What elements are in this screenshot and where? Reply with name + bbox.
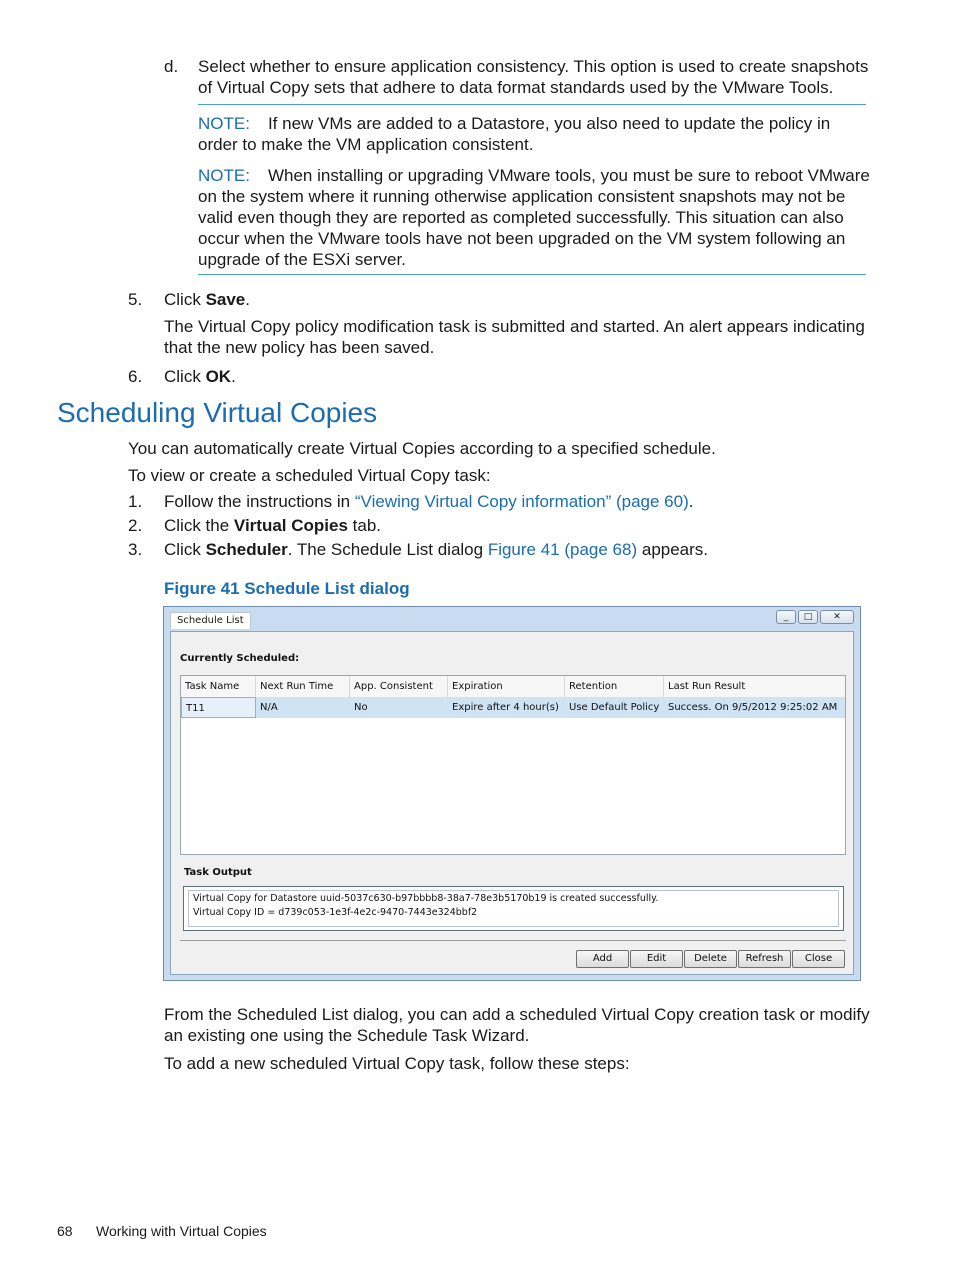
step1-suffix: .	[688, 492, 694, 511]
task-output-text	[188, 890, 839, 927]
figure-caption: Figure 41 Schedule List dialog	[164, 579, 410, 598]
step2-text	[164, 515, 381, 536]
column-header-retention[interactable]: Retention	[565, 676, 664, 697]
virtual-copies-label: Virtual Copies	[233, 516, 348, 535]
step1-text	[164, 491, 693, 512]
section-title: Scheduling Virtual Copies	[57, 397, 378, 428]
schedule-list-dialog	[163, 606, 861, 981]
step5-desc-line1: The Virtual Copy policy modification task is submitted and started. An alert appears indicating	[164, 317, 865, 336]
note2-line4: occur when the VMware tools have not been upgraded on the VM system following an	[198, 229, 846, 248]
step6-suffix: .	[231, 367, 236, 386]
step5-prefix: Click	[164, 290, 206, 309]
close-button[interactable]: Close	[792, 950, 845, 968]
column-header-expiration[interactable]: Expiration	[448, 676, 565, 697]
column-header-last-run-result[interactable]: Last Run Result	[668, 681, 746, 692]
save-label: Save	[205, 290, 246, 309]
step1-marker: 1.	[128, 492, 143, 511]
section-lead: To view or create a scheduled Virtual Copy task:	[128, 466, 491, 485]
section-intro: You can automatically create Virtual Copies according to a specified schedule.	[128, 439, 716, 458]
page-number: 68	[57, 1223, 73, 1239]
column-header-task-name[interactable]: Task Name	[181, 676, 256, 697]
note2-line5: upgrade of the ESXi server.	[198, 250, 406, 269]
step3-text	[164, 539, 708, 560]
edit-button[interactable]: Edit	[630, 950, 683, 968]
cell-task-name: T11	[181, 697, 256, 718]
cell-app-consistent: No	[354, 702, 368, 713]
after-para1-line2: an existing one using the Schedule Task Wizard.	[164, 1026, 530, 1045]
button-separator	[180, 940, 846, 941]
step6-marker: 6.	[128, 367, 143, 386]
close-icon[interactable]: ✕	[820, 610, 854, 624]
step-d-marker: d.	[164, 57, 179, 76]
step2-suffix: tab.	[347, 516, 382, 535]
note2-text: When installing or upgrading VMware tools, you must be sure to reboot VMware	[267, 166, 870, 185]
minimize-icon[interactable]: _	[776, 610, 796, 624]
note2-line3: valid even though they are reported as completed successfully. This situation can also	[198, 208, 844, 227]
currently-scheduled-label: Currently Scheduled:	[180, 653, 300, 664]
note-top-rule	[198, 104, 866, 105]
step1-prefix: Follow the instructions in	[164, 492, 355, 511]
refresh-button[interactable]: Refresh	[738, 950, 791, 968]
step5-desc-line2: that the new policy has been saved.	[164, 338, 435, 357]
note2-label: NOTE:	[198, 166, 250, 185]
table-row[interactable]	[181, 697, 845, 718]
cell-expiration: Expire after 4 hour(s)	[452, 702, 559, 713]
note1-text: If new VMs are added to a Datastore, you also need to update the policy in	[267, 114, 831, 133]
note1-label: NOTE:	[198, 114, 250, 133]
viewing-virtual-copy-link[interactable]: “Viewing Virtual Copy information” (page 60)	[354, 492, 689, 511]
cell-retention: Use Default Policy	[569, 702, 660, 713]
dialog-body	[170, 631, 854, 975]
step2-prefix: Click the	[164, 516, 234, 535]
cell-next-run-time: N/A	[260, 702, 278, 713]
ok-label: OK	[205, 367, 232, 386]
step-d-line1: Select whether to ensure application consistency. This option is used to create snapshots	[198, 57, 869, 76]
step5-marker: 5.	[128, 290, 143, 309]
schedule-table[interactable]	[180, 675, 846, 855]
step2-marker: 2.	[128, 516, 143, 535]
note-bottom-rule	[198, 274, 866, 275]
step-d-line2: of Virtual Copy sets that adhere to data format standards used by the VMware Tools.	[198, 78, 834, 97]
note2-line1	[198, 165, 870, 186]
task-output-box[interactable]	[183, 886, 844, 931]
output-line-1: Virtual Copy for Datastore uuid-5037c630-b97bbbb8-38a7-78e3b5170b19 is created successfully.	[193, 893, 659, 904]
chapter-title: Working with Virtual Copies	[96, 1223, 267, 1239]
add-button[interactable]: Add	[576, 950, 629, 968]
column-header-app-consistent[interactable]: App. Consistent	[350, 676, 448, 697]
delete-button[interactable]: Delete	[684, 950, 737, 968]
table-header	[181, 676, 845, 698]
step3-prefix: Click	[164, 540, 206, 559]
output-line-2: Virtual Copy ID = d739c053-1e3f-4e2c-9470-7443e324bbf2	[193, 907, 478, 918]
task-output-label: Task Output	[184, 867, 252, 878]
note1-line2: order to make the VM application consistent.	[198, 135, 534, 154]
step6-text	[164, 366, 236, 387]
step5-suffix: .	[245, 290, 250, 309]
step3-middle: . The Schedule List dialog	[287, 540, 488, 559]
maximize-icon[interactable]: □	[798, 610, 818, 624]
column-header-next-run-time[interactable]: Next Run Time	[256, 676, 350, 697]
dialog-title: Schedule List	[170, 612, 251, 629]
note1-line1	[198, 113, 830, 134]
cell-last-run-result: Success. On 9/5/2012 9:25:02 AM	[668, 702, 838, 713]
step5-text	[164, 289, 250, 310]
after-para2: To add a new scheduled Virtual Copy task, follow these steps:	[164, 1054, 630, 1073]
step6-prefix: Click	[164, 367, 206, 386]
after-para1-line1: From the Scheduled List dialog, you can add a scheduled Virtual Copy creation task or modify	[164, 1005, 870, 1024]
step3-marker: 3.	[128, 540, 143, 559]
note2-line2: on the system where it running otherwise application consistent snapshots may not be	[198, 187, 846, 206]
step3-suffix: appears.	[637, 540, 709, 559]
scheduler-label: Scheduler	[205, 540, 288, 559]
figure-41-link[interactable]: Figure 41 (page 68)	[487, 540, 638, 559]
